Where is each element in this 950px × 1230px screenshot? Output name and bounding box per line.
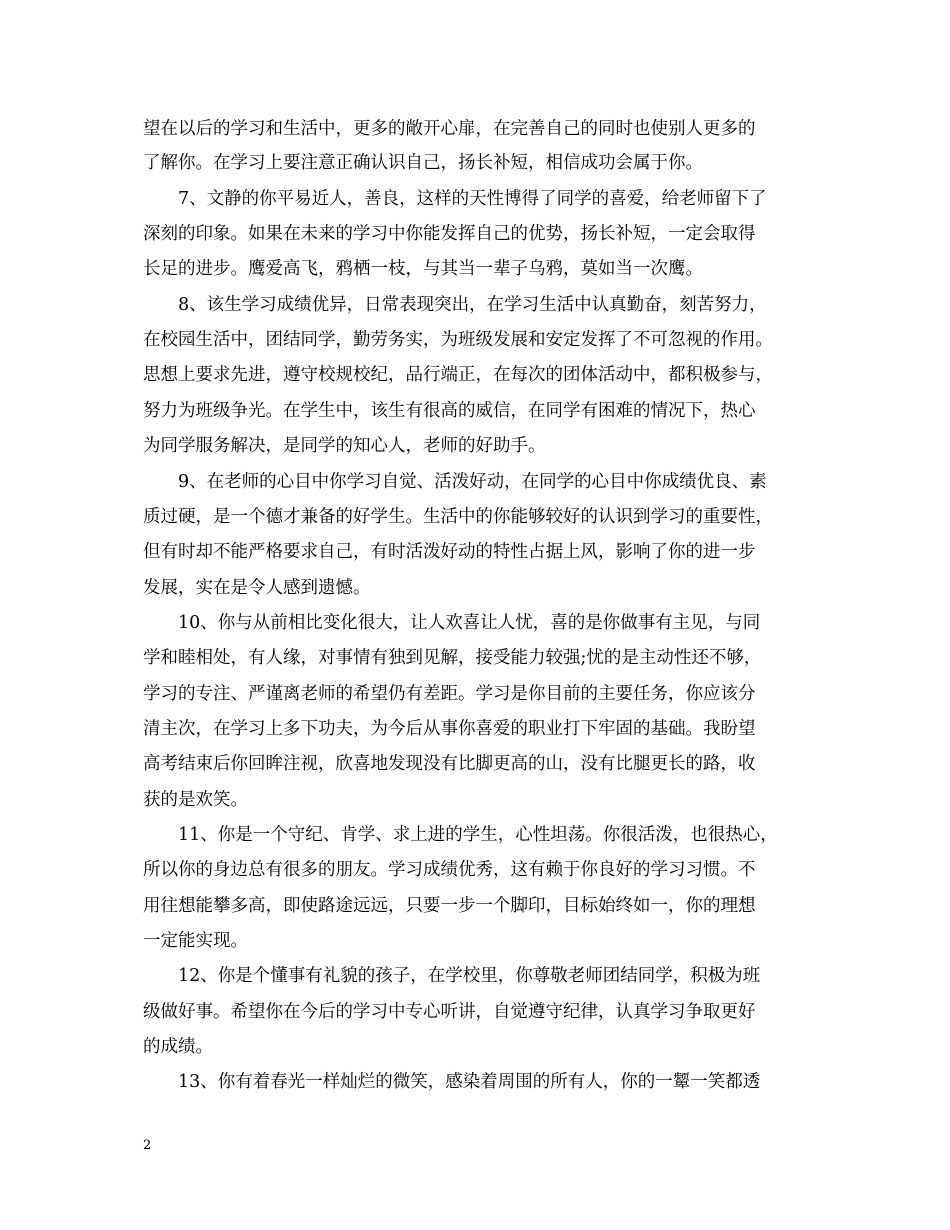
paragraph-11-start: 11、你是一个守纪、肯学、求上进的学生，心性坦荡。你很活泼，也很热心， xyxy=(178,825,778,845)
text-line: 所以你的身边总有很多的朋友。学习成绩优秀，这有赖于你良好的学习习惯。不 xyxy=(143,860,756,880)
paragraph-13-start: 13、你有着春光一样灿烂的微笑，感染着周围的所有人，你的一颦一笑都透 xyxy=(178,1072,761,1092)
text-line: 努力为班级争光。在学生中，该生有很高的威信，在同学有困难的情况下，热心 xyxy=(143,401,756,421)
paragraph-9-start: 9、在老师的心目中你学习自觉、活泼好动，在同学的心目中你成绩优良、素 xyxy=(178,472,767,492)
text-line: 学和睦相处，有人缘，对事情有独到见解，接受能力较强;忧的是主动性还不够， xyxy=(143,648,762,668)
text-line: 清主次，在学习上多下功夫，为今后从事你喜爱的职业打下牢固的基础。我盼望 xyxy=(143,719,756,739)
text-line: 望在以后的学习和生活中，更多的敞开心扉，在完善自己的同时也使别人更多的 xyxy=(143,119,756,139)
paragraph-12-start: 12、你是个懂事有礼貌的孩子，在学校里，你尊敬老师团结同学，积极为班 xyxy=(178,966,761,986)
text-line: 在校园生活中，团结同学，勤劳务实，为班级发展和安定发挥了不可忽视的作用。 xyxy=(143,330,773,350)
text-line: 质过硬，是一个德才兼备的好学生。生活中的你能够较好的认识到学习的重要性， xyxy=(143,507,773,527)
text-line: 了解你。在学习上要注意正确认识自己，扬长补短，相信成功会属于你。 xyxy=(143,153,703,173)
text-line: 但有时却不能严格要求自己，有时活泼好动的特性占据上风，影响了你的进一步 xyxy=(143,542,756,562)
text-line: 为同学服务解决，是同学的知心人，老师的好助手。 xyxy=(143,436,546,456)
text-line: 深刻的印象。如果在未来的学习中你能发挥自己的优势，扬长补短，一定会取得 xyxy=(143,224,756,244)
text-line: 学习的专注、严谨离老师的希望仍有差距。学习是你目前的主要任务，你应该分 xyxy=(143,684,756,704)
text-line: 一定能实现。 xyxy=(143,931,248,951)
text-line: 级做好事。希望你在今后的学习中专心听讲，自觉遵守纪律，认真学习争取更好 xyxy=(143,1002,756,1022)
page-number: 2 xyxy=(143,1138,152,1153)
text-line: 高考结束后你回眸注视，欣喜地发现没有比脚更高的山，没有比腿更长的路，收 xyxy=(143,754,756,774)
text-line: 获的是欢笑。 xyxy=(143,790,248,810)
paragraph-10-start: 10、你与从前相比变化很大，让人欢喜让人忧，喜的是你做事有主见，与同 xyxy=(178,613,761,633)
text-line: 思想上要求先进，遵守校规校纪，品行端正，在每次的团体活动中，都积极参与， xyxy=(143,365,773,385)
text-line: 发展，实在是令人感到遗憾。 xyxy=(143,578,371,598)
paragraph-8-start: 8、该生学习成绩优异，日常表现突出，在学习生活中认真勤奋，刻苦努力， xyxy=(178,295,767,315)
text-line: 用往想能攀多高，即使路途远远，只要一步一个脚印，目标始终如一，你的理想 xyxy=(143,896,756,916)
paragraph-7-start: 7、文静的你平易近人，善良，这样的天性博得了同学的喜爱，给老师留下了 xyxy=(178,189,767,209)
text-line: 长足的进步。鹰爱高飞，鸦栖一枝，与其当一辈子乌鸦，莫如当一次鹰。 xyxy=(143,259,703,279)
text-line: 的成绩。 xyxy=(143,1037,213,1057)
